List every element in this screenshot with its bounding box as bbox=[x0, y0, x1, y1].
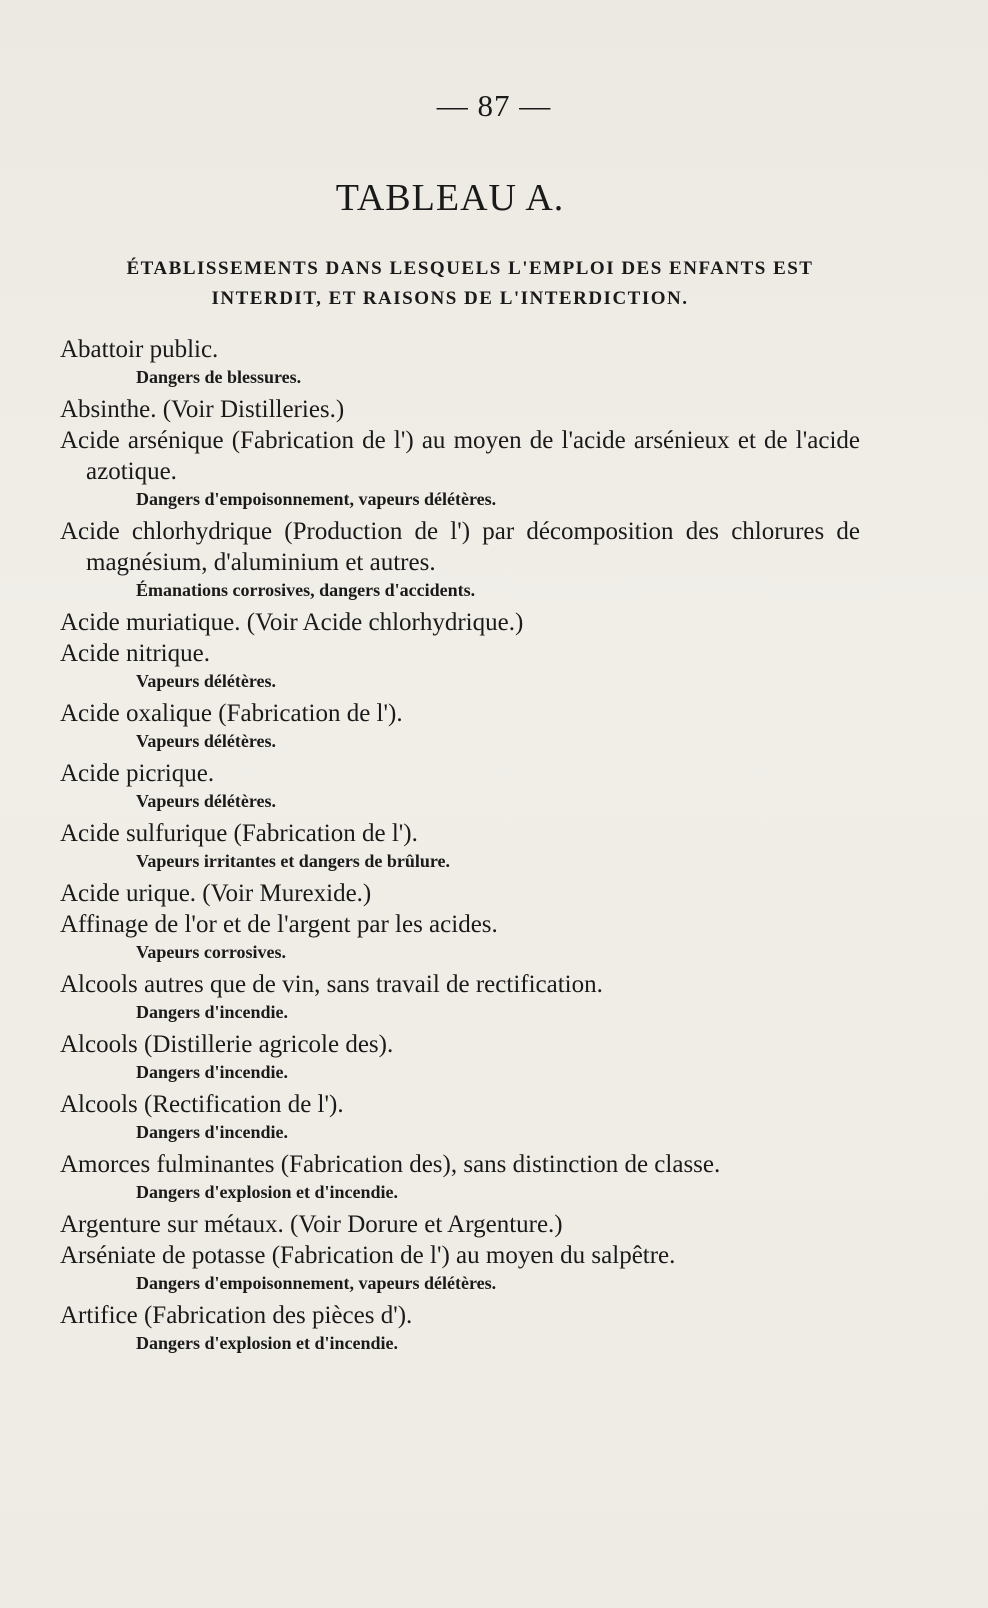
establishment-name: Affinage de l'or et de l'argent par les acides. bbox=[60, 911, 498, 938]
page-number: — 87 — bbox=[436, 88, 552, 123]
establishment-name: Acide arsénique (Fabrication de l') au moyen de l'acide arsénieux et de l'acide azotique. bbox=[60, 427, 860, 485]
establishment-name: Acide urique. (Voir Murexide.) bbox=[60, 880, 372, 907]
establishment-name: Acide sulfurique (Fabrication de l'). bbox=[60, 820, 418, 847]
establishment-name: Arséniate de potasse (Fabrication de l') au moyen du salpêtre. bbox=[60, 1242, 676, 1269]
list-item bbox=[60, 1209, 860, 1240]
interdiction-reason: Vapeurs délétères. bbox=[136, 731, 276, 751]
list-item bbox=[60, 516, 860, 603]
interdiction-reason: Dangers d'explosion et d'incendie. bbox=[136, 1182, 399, 1202]
list-item bbox=[60, 1029, 860, 1085]
list-item bbox=[60, 1240, 860, 1296]
list-item bbox=[60, 334, 860, 390]
list-item bbox=[60, 638, 860, 694]
list-item bbox=[60, 607, 860, 638]
interdiction-reason: Dangers d'incendie. bbox=[136, 1002, 289, 1022]
list-item bbox=[60, 758, 860, 814]
establishment-name: Artifice (Fabrication des pièces d'). bbox=[60, 1302, 413, 1329]
interdiction-reason: Dangers d'empoisonnement, vapeurs délétères. bbox=[136, 489, 497, 509]
interdiction-reason: Émanations corrosives, dangers d'accidents. bbox=[136, 580, 476, 600]
list-item bbox=[60, 1300, 860, 1356]
establishment-name: Absinthe. (Voir Distilleries.) bbox=[60, 396, 345, 423]
establishment-name: Acide picrique. bbox=[60, 760, 215, 787]
establishment-name: Argenture sur métaux. (Voir Dorure et Argenture.) bbox=[60, 1211, 563, 1238]
interdiction-reason: Vapeurs délétères. bbox=[136, 791, 276, 811]
list-item bbox=[60, 425, 860, 512]
list-item bbox=[60, 818, 860, 874]
interdiction-reason: Dangers de blessures. bbox=[136, 367, 302, 387]
establishment-name: Alcools (Distillerie agricole des). bbox=[60, 1031, 394, 1058]
establishment-name: Acide muriatique. (Voir Acide chlorhydrique.) bbox=[60, 609, 524, 636]
list-item bbox=[60, 1149, 860, 1205]
list-item bbox=[60, 969, 860, 1025]
interdiction-reason: Vapeurs délétères. bbox=[136, 671, 276, 691]
list-item bbox=[60, 878, 860, 909]
list-item bbox=[60, 698, 860, 754]
list-item bbox=[60, 394, 860, 425]
interdiction-reason: Dangers d'incendie. bbox=[136, 1122, 289, 1142]
establishment-name: Abattoir public. bbox=[60, 336, 219, 363]
interdiction-reason: Dangers d'incendie. bbox=[136, 1062, 289, 1082]
subtitle-line-1: ÉTABLISSEMENTS DANS LESQUELS L'EMPLOI DES ENFANTS EST bbox=[126, 258, 814, 279]
establishment-name: Amorces fulminantes (Fabrication des), sans distinction de classe. bbox=[60, 1151, 721, 1178]
list-item bbox=[60, 1089, 860, 1145]
list-item bbox=[60, 909, 860, 965]
entry-list bbox=[60, 334, 860, 1360]
subtitle-line-2: INTERDIT, ET RAISONS DE L'INTERDICTION. bbox=[211, 288, 689, 309]
interdiction-reason: Vapeurs irritantes et dangers de brûlure. bbox=[136, 851, 450, 871]
establishment-name: Alcools autres que de vin, sans travail de rectification. bbox=[60, 971, 603, 998]
establishment-name: Acide chlorhydrique (Production de l') par décomposition des chlorures de magnésium, d'aluminium et autres. bbox=[60, 518, 860, 576]
interdiction-reason: Vapeurs corrosives. bbox=[136, 942, 286, 962]
establishment-name: Acide oxalique (Fabrication de l'). bbox=[60, 700, 403, 727]
interdiction-reason: Dangers d'empoisonnement, vapeurs délétères. bbox=[136, 1273, 497, 1293]
establishment-name: Acide nitrique. bbox=[60, 640, 210, 667]
establishment-name: Alcools (Rectification de l'). bbox=[60, 1091, 344, 1118]
interdiction-reason: Dangers d'explosion et d'incendie. bbox=[136, 1333, 399, 1353]
page-title: TABLEAU A. bbox=[335, 177, 565, 219]
